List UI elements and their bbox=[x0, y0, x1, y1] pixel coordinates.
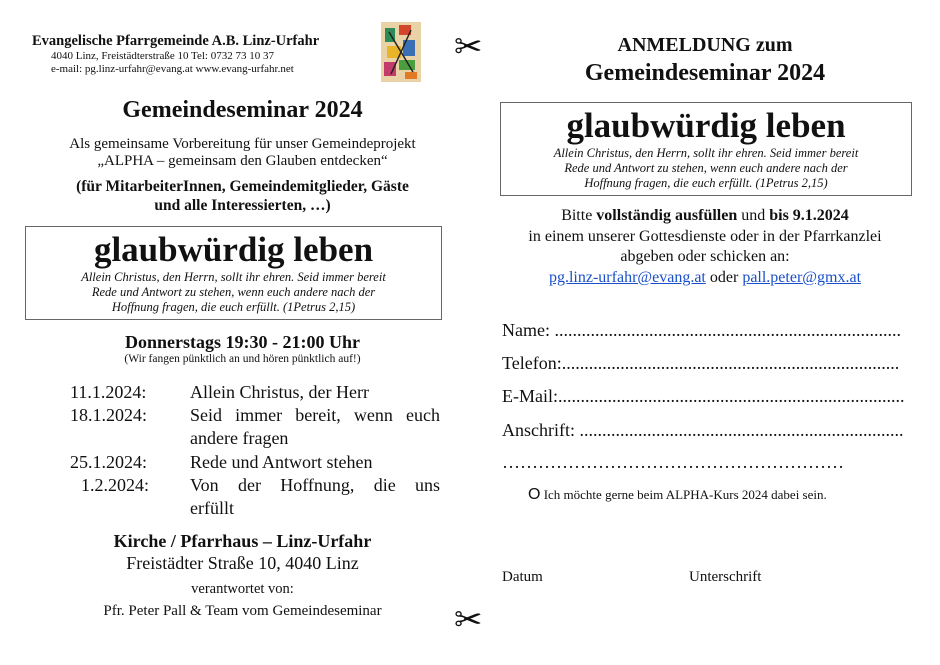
right-motto: glaubwürdig leben bbox=[566, 106, 846, 145]
address-line: 4040 Linz, Freistädterstraße 10 Tel: 0732 73 10 37 bbox=[51, 50, 274, 62]
registration-heading: ANMELDUNG zum bbox=[617, 34, 793, 56]
meeting-time: Donnerstags 19:30 - 21:00 Uhr bbox=[125, 332, 360, 352]
intro-line-2: „ALPHA – gemeinsam den Glauben entdecken“ bbox=[97, 153, 388, 169]
session-date: 11.1.2024: bbox=[70, 382, 147, 402]
intro-line-1: Als gemeinsame Vorbereitung für unser Gemeindeprojekt bbox=[69, 136, 416, 152]
registration-subheading: Gemeindeseminar 2024 bbox=[584, 60, 826, 86]
session-topic-cont: erfüllt bbox=[190, 498, 234, 518]
venue: Kirche / Pfarrhaus – Linz-Urfahr bbox=[113, 531, 372, 551]
checkbox-circle-icon[interactable]: O bbox=[528, 486, 541, 503]
right-verse-3: Hoffnung fragen, die euch erfüllt. (1Petrus 2,15) bbox=[584, 176, 828, 190]
instructions-line-2: in einem unserer Gottesdienste oder in der Pfarrkanzlei bbox=[528, 228, 882, 245]
session-topic: Rede und Antwort stehen bbox=[190, 452, 373, 472]
session-date: 25.1.2024: bbox=[70, 452, 148, 472]
instr-text: Bitte bbox=[561, 207, 597, 224]
responsible-label: verantwortet von: bbox=[191, 581, 294, 597]
name-field[interactable]: Name: ............................................................................. bbox=[502, 320, 901, 340]
email-or: oder bbox=[705, 269, 743, 286]
parish-logo bbox=[381, 22, 421, 82]
date-label: Datum bbox=[502, 569, 543, 585]
session-topic: Von der Hoffnung, die uns bbox=[190, 475, 440, 495]
instr-deadline: bis 9.1.2024 bbox=[769, 207, 849, 224]
address-field[interactable]: Anschrift: ........................................................................ bbox=[502, 420, 904, 440]
session-topic: Allein Christus, der Herr bbox=[190, 382, 369, 402]
instr-text: und bbox=[737, 207, 770, 224]
left-verse-1: Allein Christus, den Herrn, sollt ihr ehren. Seid immer bereit bbox=[81, 270, 386, 284]
phone-field[interactable]: Telefon:........................................................................... bbox=[502, 353, 900, 373]
email-field[interactable]: E-Mail:............................................................................. bbox=[502, 386, 905, 406]
scissors-icon: ✂ bbox=[454, 600, 483, 640]
contact-line: e-mail: pg.linz-urfahr@evang.at www.evang-urfahr.net bbox=[51, 63, 294, 75]
audience-line-1: (für MitarbeiterInnen, Gemeindemitglieder, Gäste bbox=[76, 178, 409, 195]
alpha-course-label: Ich möchte gerne beim ALPHA-Kurs 2024 dabei sein. bbox=[543, 487, 827, 502]
right-motto-box bbox=[500, 102, 912, 196]
left-verse-2: Rede und Antwort zu stehen, wenn euch andere nach der bbox=[91, 285, 376, 299]
instructions-line-3: abgeben oder schicken an: bbox=[620, 248, 790, 265]
audience-line-2: und alle Interessierten, …) bbox=[154, 197, 331, 214]
right-verse-1: Allein Christus, den Herrn, sollt ihr ehren. Seid immer bereit bbox=[553, 146, 859, 160]
email-link-parish[interactable]: pg.linz-urfahr@evang.at bbox=[548, 269, 706, 286]
session-topic: Seid immer bereit, wenn euch bbox=[190, 405, 440, 425]
email-link-pall[interactable]: pall.peter@gmx.at bbox=[742, 269, 862, 286]
session-date: 1.2.2024: bbox=[81, 475, 150, 495]
address-field-extra[interactable]: ………………………………………………… bbox=[502, 452, 844, 472]
alpha-course-option[interactable] bbox=[528, 486, 918, 504]
responsible-names: Pfr. Peter Pall & Team vom Gemeindeseminar bbox=[103, 603, 382, 619]
org-name: Evangelische Pfarrgemeinde A.B. Linz-Urfahr bbox=[32, 33, 320, 49]
left-motto-box bbox=[25, 226, 442, 320]
right-verse-2: Rede und Antwort zu stehen, wenn euch andere nach der bbox=[564, 161, 848, 175]
scissors-icon: ✂ bbox=[454, 27, 483, 67]
punctual-note: (Wir fangen pünktlich an und hören pünktlich auf!) bbox=[124, 353, 361, 365]
session-date: 18.1.2024: bbox=[70, 405, 148, 425]
instructions-line-1 bbox=[490, 207, 920, 225]
instr-emph: vollständig ausfüllen bbox=[596, 207, 738, 224]
left-verse-3: Hoffnung fragen, die euch erfüllt. (1Petrus 2,15) bbox=[111, 300, 356, 314]
contact-emails bbox=[490, 269, 920, 287]
venue-address: Freistädter Straße 10, 4040 Linz bbox=[126, 553, 359, 573]
session-topic-cont: andere fragen bbox=[190, 428, 289, 448]
signature-label: Unterschrift bbox=[689, 569, 762, 585]
left-title: Gemeindeseminar 2024 bbox=[122, 97, 363, 123]
left-motto: glaubwürdig leben bbox=[93, 230, 374, 269]
